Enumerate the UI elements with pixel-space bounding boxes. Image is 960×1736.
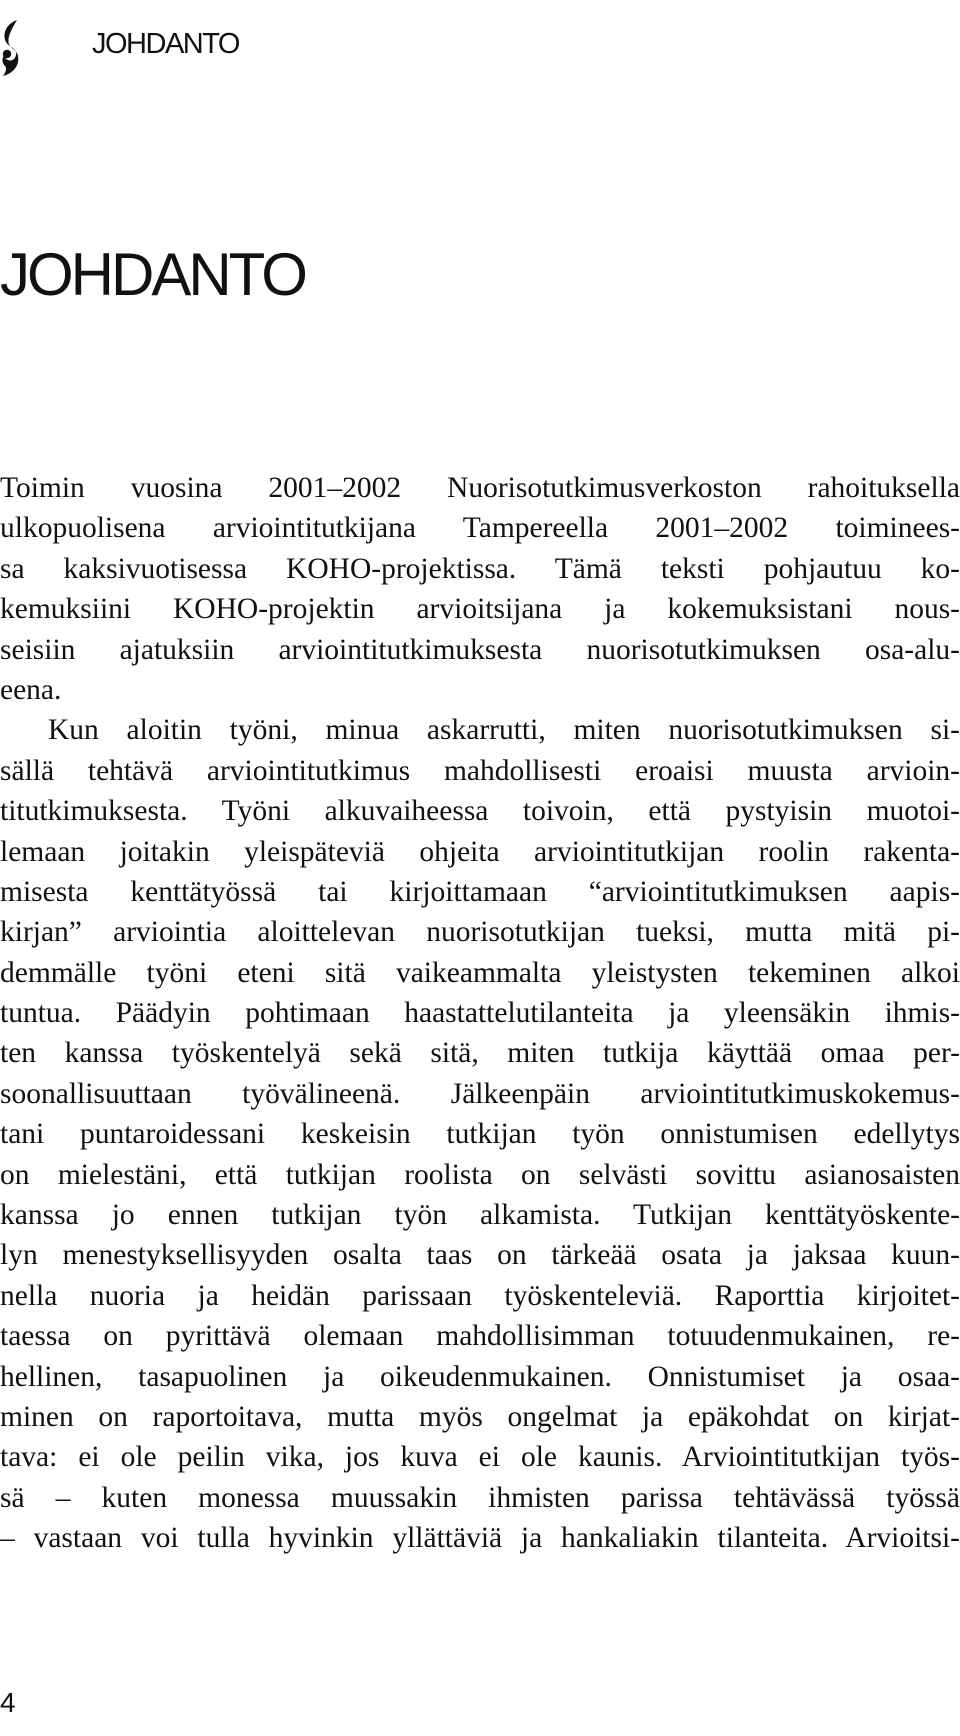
chapter-title: JOHDANTO	[0, 241, 305, 308]
text-line: soonallisuuttaan työvälineenä. Jälkeenpäin arviointitutkimuskokemus-	[0, 1077, 960, 1110]
text-line: nella nuoria ja heidän parissaan työskenteleviä. Raporttia kirjoitet-	[0, 1279, 960, 1312]
text-line: ten kanssa työskentelyä sekä sitä, miten tutkija käyttää omaa per-	[0, 1037, 960, 1070]
text-line: taessa on pyrittävä olemaan mahdollisimman totuudenmukainen, re-	[0, 1320, 960, 1353]
text-line: on mielestäni, että tutkijan roolista on selvästi sovittu asianosaisten	[0, 1158, 960, 1191]
page-number: 4	[0, 1687, 16, 1718]
text-line: Kun aloitin työni, minua askarrutti, miten nuorisotutkimuksen si-	[48, 714, 960, 747]
running-head	[0, 18, 400, 78]
text-line: hellinen, tasapuolinen ja oikeudenmukainen. Onnistumiset ja osaa-	[0, 1360, 960, 1393]
text-line: Toimin vuosina 2001–2002 Nuorisotutkimusverkoston rahoituksella	[0, 472, 960, 504]
text-line: demmälle työni eteni sitä vaikeammalta yleistysten tekeminen alkoi	[0, 956, 960, 989]
text-line: eena.	[0, 673, 62, 706]
text-line: sa kaksivuotisessa KOHO-projektissa. Tämä teksti pohjautuu ko-	[0, 552, 960, 585]
text-line: tava: ei ole peilin vika, jos kuva ei ole kaunis. Arviointitutkijan työs-	[0, 1441, 960, 1474]
text-line: misesta kenttätyössä tai kirjoittamaan “arviointitutkimuksen aapis-	[0, 875, 960, 908]
text-line: kemuksiini KOHO-projektin arvioitsijana ja kokemuksistani nous-	[0, 593, 960, 626]
text-line: – vastaan voi tulla hyvinkin yllättäviä ja hankaliakin tilanteita. Arvioitsi-	[0, 1522, 960, 1555]
text-line: sä – kuten monessa muussakin ihmisten parissa tehtävässä työssä	[0, 1481, 960, 1514]
section-ornament-icon	[0, 18, 26, 80]
body-text	[0, 468, 960, 1559]
text-line: lyn menestyksellisyyden osalta taas on tärkeää osata ja jaksaa kuun-	[0, 1239, 960, 1272]
running-head-title: JOHDANTO	[92, 28, 239, 60]
text-line: lemaan joitakin yleispäteviä ohjeita arviointitutkijan roolin rakenta-	[0, 835, 960, 868]
text-line: titutkimuksesta. Työni alkuvaiheessa toivoin, että pystyisin muotoi-	[0, 795, 960, 828]
text-line: sällä tehtävä arviointitutkimus mahdollisesti eroaisi muusta arvioin-	[0, 754, 960, 787]
text-line: ulkopuolisena arviointitutkijana Tampereella 2001–2002 toiminees-	[0, 512, 960, 545]
text-line: minen on raportoitava, mutta myös ongelmat ja epäkohdat on kirjat-	[0, 1400, 960, 1433]
text-line: tuntua. Päädyin pohtimaan haastattelutilanteita ja yleensäkin ihmis-	[0, 997, 960, 1030]
text-line: tani puntaroidessani keskeisin tutkijan työn onnistumisen edellytys	[0, 1118, 960, 1151]
text-line: seisiin ajatuksiin arviointitutkimuksesta nuorisotutkimuksen osa-alu-	[0, 633, 960, 666]
text-line: kirjan” arviointia aloittelevan nuorisotutkijan tueksi, mutta mitä pi-	[0, 916, 960, 949]
text-line: kanssa jo ennen tutkijan työn alkamista. Tutkijan kenttätyöskente-	[0, 1199, 960, 1232]
